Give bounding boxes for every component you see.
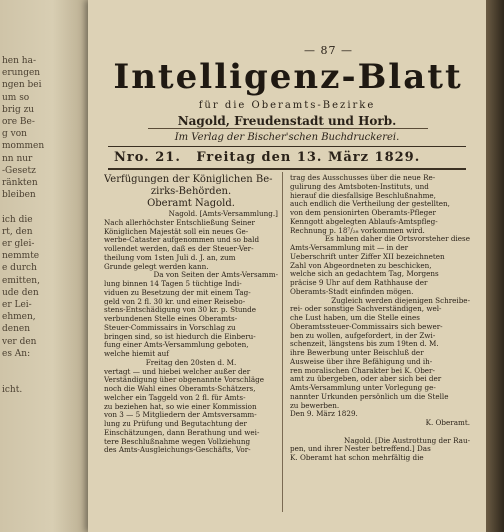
fragment-line: um so xyxy=(2,92,30,103)
text-line: che Lust haben, um die Stelle eines xyxy=(290,314,420,322)
text-line: stens-Entschädigung von 30 kr. p. Stunde xyxy=(104,306,257,315)
divider xyxy=(108,146,466,147)
fragment-line: ngen bei xyxy=(2,80,42,91)
page-number: — 87 — xyxy=(304,44,353,57)
text-line: Oberamt Nagold. xyxy=(147,198,235,209)
fragment-line: ehmen, xyxy=(2,312,36,323)
text-line: werbe-Cataster aufgenommen und so bald xyxy=(104,236,260,245)
text-line: Ausweise über ihre Befähigung und ih- xyxy=(290,357,433,366)
text-line: Amts-Versammlung mit — in der xyxy=(290,244,409,252)
text-line: fung einer Amts-Versammlung geboten, xyxy=(104,341,249,350)
text-line: Oberamts-Stadt einfinden mögen. xyxy=(290,287,414,296)
fragment-line: bleiben xyxy=(2,190,36,201)
text-line: ihre Bewerbung unter Beischluß der xyxy=(290,349,424,357)
text-line: bringen sind, so ist hiedurch die Einberu- xyxy=(104,332,256,341)
column-divider xyxy=(282,172,283,512)
text-line: lung zu Prüfung und Begutachtung der xyxy=(104,420,247,428)
fragment-line: -Gesetz xyxy=(2,165,36,176)
issue-line xyxy=(114,150,430,165)
text-line: von dem pensionirten Oberamts-Pfleger xyxy=(290,209,436,217)
left-column xyxy=(104,174,278,455)
masthead-title: Intelligenz-Blatt xyxy=(113,57,463,97)
text-line xyxy=(290,428,470,437)
issue-number: Nro. 21. xyxy=(114,150,181,165)
text-line: präcise 9 Uhr auf dem Rathhause der xyxy=(290,279,428,287)
fragment-line: nemmte xyxy=(2,251,40,262)
divider xyxy=(148,128,428,129)
text-line: gulirung des Amtsboten-Instituts, und xyxy=(290,182,429,191)
text-line: verbundenen Stelle eines Oberamts- xyxy=(104,315,238,323)
text-line: zu beziehen hat, so wie einer Kommission xyxy=(104,402,257,411)
right-column xyxy=(290,174,470,463)
issue-date: Freitag den 13. März 1829. xyxy=(196,150,421,165)
text-line: Oberamtssteuer-Commissairs sich bewer- xyxy=(290,322,443,331)
fragment-line: hen ha- xyxy=(2,56,36,66)
fragment-line: er glei- xyxy=(2,239,35,249)
page-edge xyxy=(486,0,504,532)
text-line: Nagold. [Amts-Versammlung.] xyxy=(168,210,278,218)
fragment-line: erungen xyxy=(2,68,41,79)
text-line: Zugleich werden diejenigen Schreibe- xyxy=(331,296,470,305)
text-line: K. Oberamt. xyxy=(425,419,470,427)
text-line: Kenngott abgelegten Ablaufs-Amtspfleg- xyxy=(290,217,438,226)
fragment-line: er Lei- xyxy=(2,300,32,310)
text-line: theilung vom 1sten Juli d. J. an, zum xyxy=(104,253,236,262)
text-line: tere Beschlußnahme wegen Vollziehung xyxy=(104,437,251,446)
text-line: Den 9. März 1829. xyxy=(290,410,358,419)
text-line: noch die Wahl eines Oberamts-Schätzers, xyxy=(104,385,256,393)
fragment-line: nn nur xyxy=(2,153,33,164)
text-line: Nagold. [Die Austrottung der Rau- xyxy=(344,436,470,445)
facing-page-fragment xyxy=(0,0,88,532)
fragment-line: mommen xyxy=(2,141,45,152)
masthead-subtitle: für die Oberamts-Bezirke xyxy=(198,100,376,111)
fragment-line: ich die xyxy=(2,214,33,225)
text-line: ren moralischen Charakter bei K. Ober- xyxy=(290,366,435,375)
text-line: Es haben daher die Ortsvorsteher diese xyxy=(324,235,470,244)
text-line: ben zu wollen, aufgefordert, in der Zwi- xyxy=(290,331,436,340)
text-line: von 3 — 5 Mitgliedern der Amtsversamm- xyxy=(104,411,257,420)
text-line: Da von Seiten der Amts-Versamm- xyxy=(153,271,278,280)
text-line: pen, und ihrer Nester betreffend.] Das xyxy=(290,445,431,454)
text-line: geld von 2 fl. 30 kr. und einer Reisebo- xyxy=(104,297,246,306)
text-line: zu bewerben. xyxy=(290,401,340,410)
masthead-places: Nagold, Freudenstadt und Horb. xyxy=(177,114,397,128)
text-line: nannter Urkunden persönlich um die Stelle xyxy=(290,392,449,401)
text-line: Ueberschrift unter Ziffer XII bezeichneten xyxy=(290,252,445,261)
text-line: des Amts-Ausgleichungs-Geschäfts, Vor- xyxy=(104,446,251,455)
text-line: Verfügungen der Königlichen Be- xyxy=(104,174,273,185)
fragment-line: e durch xyxy=(2,263,37,274)
text-line: Einschätzungen, dann Berathung und wei- xyxy=(104,428,260,437)
text-line: auch endlich die Vertheilung der gestellten, xyxy=(290,200,450,209)
text-line: Grunde gelegt werden kann. xyxy=(104,262,209,271)
text-line: welche sich an gedachtem Tag, Morgens xyxy=(290,270,439,279)
fragment-line: ude den xyxy=(2,287,39,298)
text-line: schenzeit, längstens bis zum 19ten d. M. xyxy=(290,340,439,349)
fragment-line: icht. xyxy=(2,385,23,396)
text-line: Amts-Versammlung unter Vorlegung ge- xyxy=(290,384,436,392)
newspaper-page xyxy=(88,0,486,532)
fragment-line: emitten, xyxy=(2,275,40,286)
text-line: vollendet werden, daß es der Steuer-Ver- xyxy=(104,245,254,253)
text-line: Nach allerhöchster Entschließung Seiner xyxy=(104,218,255,227)
text-line: K. Oberamt hat schon mehrfältig die xyxy=(290,454,424,462)
text-line: Freitag den 20sten d. M. xyxy=(145,358,237,367)
text-line: vertagt — und hiebei welcher außer der xyxy=(104,367,251,376)
text-line: hierauf die diesfallsige Beschlußnahme, xyxy=(290,191,436,200)
text-line: Zahl von Abgeordneten zu beschicken, xyxy=(290,261,432,270)
text-line: Steuer-Commissairs in Vorschlag zu xyxy=(104,323,236,332)
text-line: Rechnung p. 18⁷/₂₈ vorkommen wird. xyxy=(290,226,425,235)
text-line: amt zu übergeben, oder aber sich bei der xyxy=(290,375,442,384)
text-line: welche hiemit auf xyxy=(104,350,169,358)
fragment-line: brig zu xyxy=(2,104,35,115)
text-line: welcher ein Taggeld von 2 fl. für Amts- xyxy=(104,393,246,402)
fragment-line: ver den xyxy=(2,336,37,347)
text-line: trag des Ausschusses über die neue Re- xyxy=(290,174,436,182)
text-line: rei- oder sonstige Sachverständigen, wel- xyxy=(290,305,442,314)
fragment-line: es An: xyxy=(2,348,31,359)
text-line: lung binnen 14 Tagen 5 tüchtige Indi- xyxy=(104,280,242,288)
fragment-line: rt, den xyxy=(2,226,33,237)
fragment-line: ore Be- xyxy=(2,117,35,127)
text-line: Königlichen Majestät soll ein neues Ge- xyxy=(104,227,249,236)
text-line: Verständigung über obgenannte Vorschläge xyxy=(104,376,265,385)
divider xyxy=(108,168,466,170)
fragment-line: g von xyxy=(2,129,27,140)
publisher-line: Im Verlag der Bischer'schen Buchdruckerei. xyxy=(174,132,400,143)
fragment-line: denen xyxy=(2,324,31,335)
text-line: zirks-Behörden. xyxy=(150,186,232,197)
text-line: viduen zu Besetzung der mit einem Tag- xyxy=(104,288,251,297)
fragment-line: ränkten xyxy=(2,178,38,188)
